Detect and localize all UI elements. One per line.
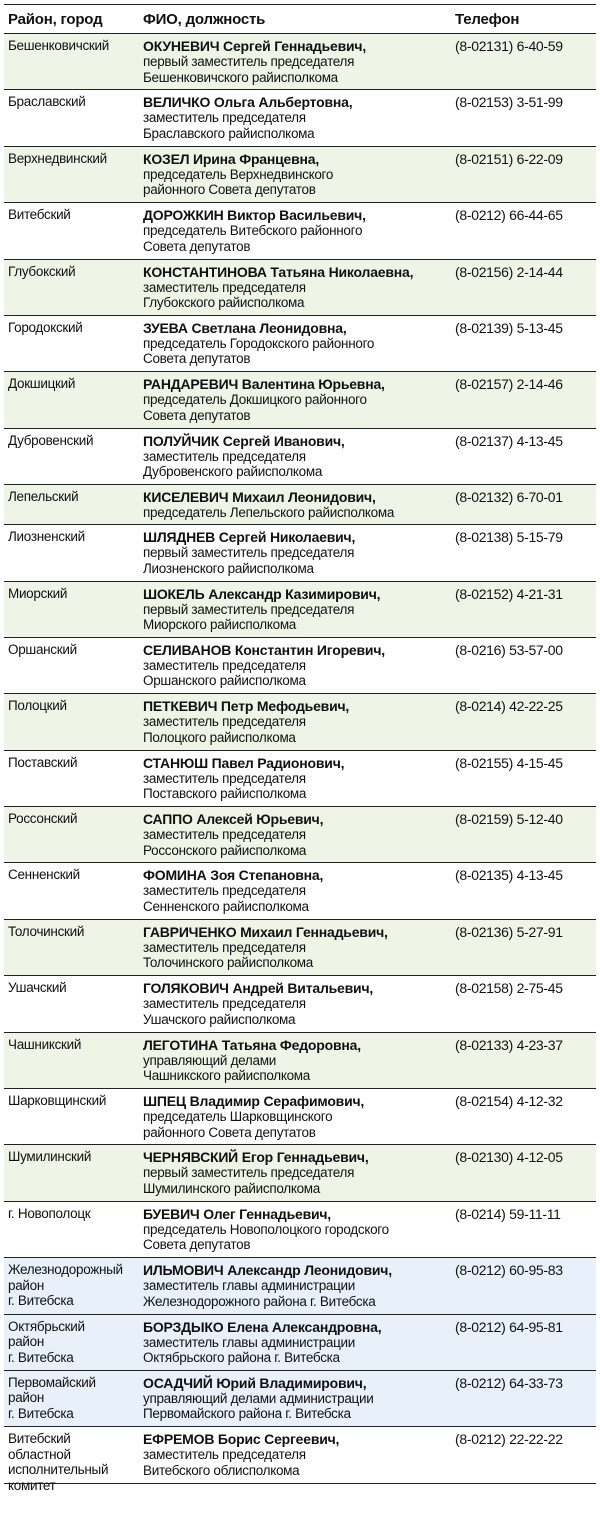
person-position: первый заместитель председателя Миорского райисполкома — [143, 601, 355, 633]
person-position: первый заместитель председателя Шумилинского райисполкома — [143, 1165, 355, 1196]
person-position: заместитель председателя Ушачского райисполкома — [143, 996, 306, 1027]
person-position: председатель Новополоцкого городского Совета депутатов — [143, 1221, 389, 1253]
person-position: заместитель главы администрации Железнодорожного района г. Витебска — [143, 1278, 376, 1309]
person-cell — [141, 525, 453, 580]
person-cell — [141, 203, 453, 258]
person-cell — [141, 260, 453, 315]
person-position: управляющий делами Чашникского райисполкома — [143, 1052, 310, 1084]
person-cell — [141, 582, 453, 637]
district-cell: Лиозненский — [8, 529, 85, 545]
person-cell — [141, 1258, 453, 1313]
phone-cell: (8-0212) 64-33-73 — [455, 1374, 563, 1391]
table-row — [4, 1371, 596, 1427]
district-cell: Витебский — [8, 207, 71, 223]
person-cell — [141, 1371, 453, 1426]
district-cell: Россонский — [8, 811, 78, 827]
table-row — [4, 582, 596, 638]
person-cell — [141, 34, 453, 89]
phone-cell: (8-02155) 4-15-45 — [455, 754, 563, 771]
person-name: ИЛЬМОВИЧ Александр Леонидович, — [143, 1262, 392, 1279]
phone-cell: (8-02133) 4-23-37 — [455, 1036, 563, 1053]
person-name: ПОЛУЙЧИК Сергей Иванович, — [143, 432, 345, 449]
person-position: председатель Шарковщинского районного Совета депутатов — [143, 1109, 333, 1140]
person-name: ГАВРИЧЕНКО Михаил Геннадьевич, — [143, 923, 388, 940]
person-name: ШЛЯДНЕВ Сергей Николаевич, — [143, 529, 356, 546]
district-cell: Шарковщинский — [8, 1093, 107, 1109]
contacts-table — [4, 4, 596, 1493]
person-cell — [141, 638, 453, 693]
person-cell — [141, 429, 453, 484]
person-cell — [141, 863, 453, 918]
district-cell: Лепельский — [8, 489, 79, 505]
person-cell — [141, 976, 453, 1031]
person-name: ЛЕГОТИНА Татьяна Федоровна, — [143, 1036, 361, 1053]
person-position: заместитель главы администрации Октябрьского района г. Витебска — [143, 1334, 356, 1366]
phone-cell: (8-0214) 59-11-11 — [455, 1205, 561, 1222]
person-cell — [141, 751, 453, 806]
district-cell: Витебский областной исполнительный комитет — [8, 1431, 109, 1493]
district-cell: Шумилинский — [8, 1149, 92, 1165]
person-name: СЕЛИВАНОВ Константин Игоревич, — [143, 641, 385, 658]
person-name: ЧЕРНЯВСКИЙ Егор Геннадьевич, — [143, 1149, 369, 1166]
district-cell: Верхнедвинский — [8, 150, 107, 166]
table-row — [4, 807, 596, 863]
person-position: первый заместитель председателя Бешенковичского райисполкома — [143, 54, 355, 85]
district-cell: Глубокский — [8, 263, 76, 279]
table-row — [4, 976, 596, 1032]
person-cell — [141, 1315, 453, 1370]
phone-cell: (8-02158) 2-75-45 — [455, 980, 563, 997]
table-row — [4, 260, 596, 316]
table-row — [4, 429, 596, 485]
table-row — [4, 920, 596, 976]
phone-cell: (8-02131) 6-40-59 — [455, 38, 563, 54]
district-cell: Дубровенский — [8, 432, 94, 448]
person-cell — [141, 1202, 453, 1257]
table-row — [4, 34, 596, 90]
table-row — [4, 372, 596, 428]
person-name: ЕФРЕМОВ Борис Сергеевич, — [143, 1431, 340, 1448]
table-row — [4, 1145, 596, 1201]
person-name: ЗУЕВА Светлана Леонидовна, — [143, 319, 347, 336]
phone-cell: (8-02136) 5-27-91 — [455, 923, 563, 940]
table-row — [4, 203, 596, 259]
phone-column-header: Телефон — [455, 10, 520, 28]
phone-cell: (8-0212) 22-22-22 — [455, 1431, 563, 1448]
table-row — [4, 1089, 596, 1145]
phone-cell: (8-0212) 66-44-65 — [455, 207, 563, 224]
person-cell — [141, 90, 453, 145]
person-cell — [141, 1089, 453, 1144]
person-position: первый заместитель председателя Лиозненского райисполкома — [143, 545, 355, 576]
district-cell: г. Новополоцк — [8, 1205, 91, 1221]
table-row — [4, 1315, 596, 1371]
phone-cell: (8-02132) 6-70-01 — [455, 489, 563, 506]
person-position: председатель Докшицкого районного Совета депутатов — [143, 392, 367, 423]
district-cell: Первомайский район г. Витебска — [8, 1374, 96, 1421]
person-name: КИСЕЛЕВИЧ Михаил Леонидович, — [143, 489, 376, 506]
table-row — [4, 1427, 596, 1493]
person-name: БОРЗДЫКО Елена Александровна, — [143, 1318, 382, 1335]
phone-cell: (8-02152) 4-21-31 — [455, 585, 563, 602]
table-row — [4, 316, 596, 372]
phone-cell: (8-02138) 5-15-79 — [455, 529, 563, 546]
person-name: ДОРОЖКИН Виктор Васильевич, — [143, 207, 366, 224]
phone-cell: (8-02137) 4-13-45 — [455, 432, 563, 449]
person-name: ОКУНЕВИЧ Сергей Геннадьевич, — [143, 38, 367, 54]
phone-cell: (8-0214) 42-22-25 — [455, 698, 563, 715]
person-name: КОНСТАНТИНОВА Татьяна Николаевна, — [143, 263, 414, 280]
person-position: заместитель председателя Дубровенского райисполкома — [143, 448, 323, 480]
person-name: ГОЛЯКОВИЧ Андрей Витальевич, — [143, 980, 374, 997]
phone-cell: (8-0212) 60-95-83 — [455, 1262, 563, 1279]
person-name: ШПЕЦ Владимир Серафимович, — [143, 1093, 365, 1110]
table-body — [4, 34, 596, 1493]
person-cell — [141, 920, 453, 975]
phone-cell: (8-02139) 5-13-45 — [455, 319, 563, 336]
person-cell — [141, 372, 453, 427]
district-cell: Октябрьский район г. Витебска — [8, 1318, 85, 1365]
district-cell: Миорский — [8, 585, 68, 601]
person-column-header: ФИО, должность — [143, 10, 266, 28]
person-cell — [141, 694, 453, 749]
phone-cell: (8-02151) 6-22-09 — [455, 150, 563, 167]
person-name: КОЗЕЛ Ирина Францевна, — [143, 150, 320, 167]
phone-cell: (8-02130) 4-12-05 — [455, 1149, 563, 1166]
person-cell — [141, 147, 453, 202]
district-cell: Докшицкий — [8, 376, 76, 392]
person-position: председатель Витебского районного Совета депутатов — [143, 223, 363, 254]
person-name: ПЕТКЕВИЧ Петр Мефодьевич, — [143, 698, 350, 715]
person-position: заместитель председателя Сенненского райисполкома — [143, 883, 309, 914]
person-cell — [141, 807, 453, 862]
table-row — [4, 1202, 596, 1258]
person-position: заместитель председателя Поставского райисполкома — [143, 770, 307, 802]
person-position: заместитель председателя Толочинского райисполкома — [143, 939, 313, 971]
table-row — [4, 525, 596, 581]
phone-cell: (8-02156) 2-14-44 — [455, 263, 563, 280]
person-name: ВЕЛИЧКО Ольга Альбертовна, — [143, 94, 353, 111]
district-cell: Сенненский — [8, 867, 80, 883]
person-position: председатель Городокского районного Совета депутатов — [143, 335, 375, 367]
phone-cell: (8-02153) 3-51-99 — [455, 94, 563, 111]
person-cell — [141, 316, 453, 371]
district-cell: Железнодорожный район г. Витебска — [8, 1262, 123, 1309]
table-row — [4, 1033, 596, 1089]
phone-cell: (8-02157) 2-14-46 — [455, 376, 563, 393]
table-row — [4, 863, 596, 919]
district-cell: Ушачский — [8, 980, 67, 996]
district-cell: Чашникский — [8, 1036, 82, 1052]
district-column-header: Район, город — [8, 10, 103, 28]
phone-cell: (8-02154) 4-12-32 — [455, 1093, 563, 1110]
person-position: заместитель председателя Полоцкого райисполкома — [143, 714, 306, 745]
person-position: управляющий делами администрации Первомайского района г. Витебска — [143, 1390, 374, 1422]
person-name: ФОМИНА Зоя Степановна, — [143, 867, 324, 884]
phone-cell: (8-0216) 53-57-00 — [455, 641, 563, 658]
district-cell: Полоцкий — [8, 698, 67, 714]
person-position: заместитель председателя Оршанского райисполкома — [143, 657, 306, 689]
table-row — [4, 694, 596, 750]
table-row — [4, 485, 596, 525]
phone-cell: (8-02159) 5-12-40 — [455, 811, 563, 828]
person-position: заместитель председателя Глубокского райисполкома — [143, 279, 306, 311]
district-cell: Поставский — [8, 754, 78, 770]
district-cell: Городокский — [8, 319, 83, 335]
person-name: РАНДАРЕВИЧ Валентина Юрьевна, — [143, 376, 385, 393]
phone-cell: (8-0212) 64-95-81 — [455, 1318, 563, 1335]
district-cell: Оршанский — [8, 641, 77, 657]
person-cell — [141, 1033, 453, 1088]
person-position: заместитель председателя Браславского райисполкома — [143, 110, 315, 141]
district-cell: Бешенковичский — [8, 38, 110, 53]
person-name: ОСАДЧИЙ Юрий Владимирович, — [143, 1374, 367, 1391]
table-row — [4, 751, 596, 807]
person-name: СТАНЮШ Павел Радионович, — [143, 754, 345, 771]
district-cell: Браславский — [8, 94, 86, 110]
person-cell — [141, 1145, 453, 1200]
table-header — [4, 4, 596, 34]
table-row — [4, 147, 596, 203]
person-name: САППО Алексей Юрьевич, — [143, 811, 324, 828]
person-name: БУЕВИЧ Олег Геннадьевич, — [143, 1205, 332, 1222]
table-row — [4, 1258, 596, 1314]
person-cell — [141, 485, 453, 524]
person-cell — [141, 1427, 453, 1482]
person-position: председатель Верхнедвинского районного Совета депутатов — [143, 166, 334, 198]
table-row — [4, 90, 596, 146]
person-name: ШОКЕЛЬ Александр Казимирович, — [143, 585, 381, 602]
table-row — [4, 638, 596, 694]
district-cell: Толочинский — [8, 923, 85, 939]
person-position: заместитель председателя Витебского облисполкома — [143, 1447, 306, 1478]
phone-cell: (8-02135) 4-13-45 — [455, 867, 563, 884]
person-position: заместитель председателя Россонского райисполкома — [143, 827, 307, 858]
person-position: председатель Лепельского райисполкома — [143, 505, 395, 521]
